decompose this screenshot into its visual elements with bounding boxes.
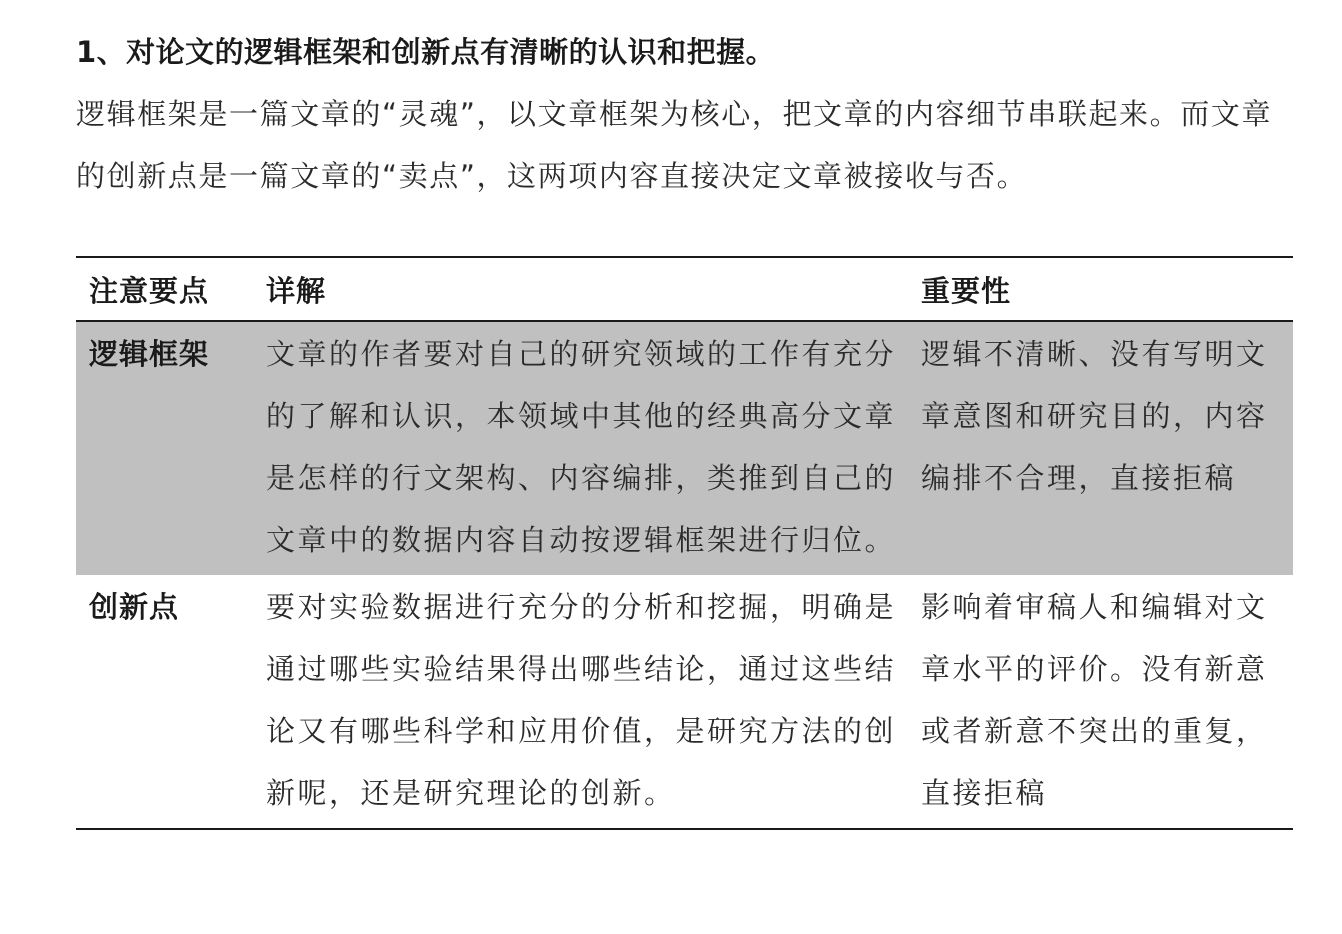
section-heading: 1、对论文的逻辑框架和创新点有清晰的认识和把握。 xyxy=(76,35,776,69)
row-point: 逻辑框架 xyxy=(76,321,266,575)
row-detail: 要对实验数据进行充分的分析和挖掘，明确是通过哪些实验结果得出哪些结论，通过这些结论又有哪些科学和应用价值，是研究方法的创新呢，还是研究理论的创新。 xyxy=(266,590,897,810)
table-row xyxy=(76,575,1293,829)
key-points-table xyxy=(76,256,1293,830)
row-importance: 影响着审稿人和编辑对文章水平的评价。没有新意或者新意不突出的重复，直接拒稿 xyxy=(921,590,1268,810)
row-point: 创新点 xyxy=(89,590,180,624)
table-header-row xyxy=(76,257,1293,321)
row-detail: 文章的作者要对自己的研究领域的工作有充分的了解和认识，本领域中其他的经典高分文章是怎样的行文架构、内容编排，类推到自己的文章中的数据内容自动按逻辑框架进行归位。 xyxy=(266,321,921,575)
header-detail: 详解 xyxy=(266,273,327,308)
table-row xyxy=(76,321,1293,575)
header-point: 注意要点 xyxy=(89,273,210,308)
row-importance: 逻辑不清晰、没有写明文章意图和研究目的，内容编排不合理，直接拒稿 xyxy=(921,321,1293,575)
header-importance: 重要性 xyxy=(921,273,1012,308)
intro-paragraph: 逻辑框架是一篇文章的“灵魂”，以文章框架为核心，把文章的内容细节串联起来。而文章的创新点是一篇文章的“卖点”，这两项内容直接决定文章被接收与否。 xyxy=(76,97,1273,193)
document-page xyxy=(76,30,1293,810)
